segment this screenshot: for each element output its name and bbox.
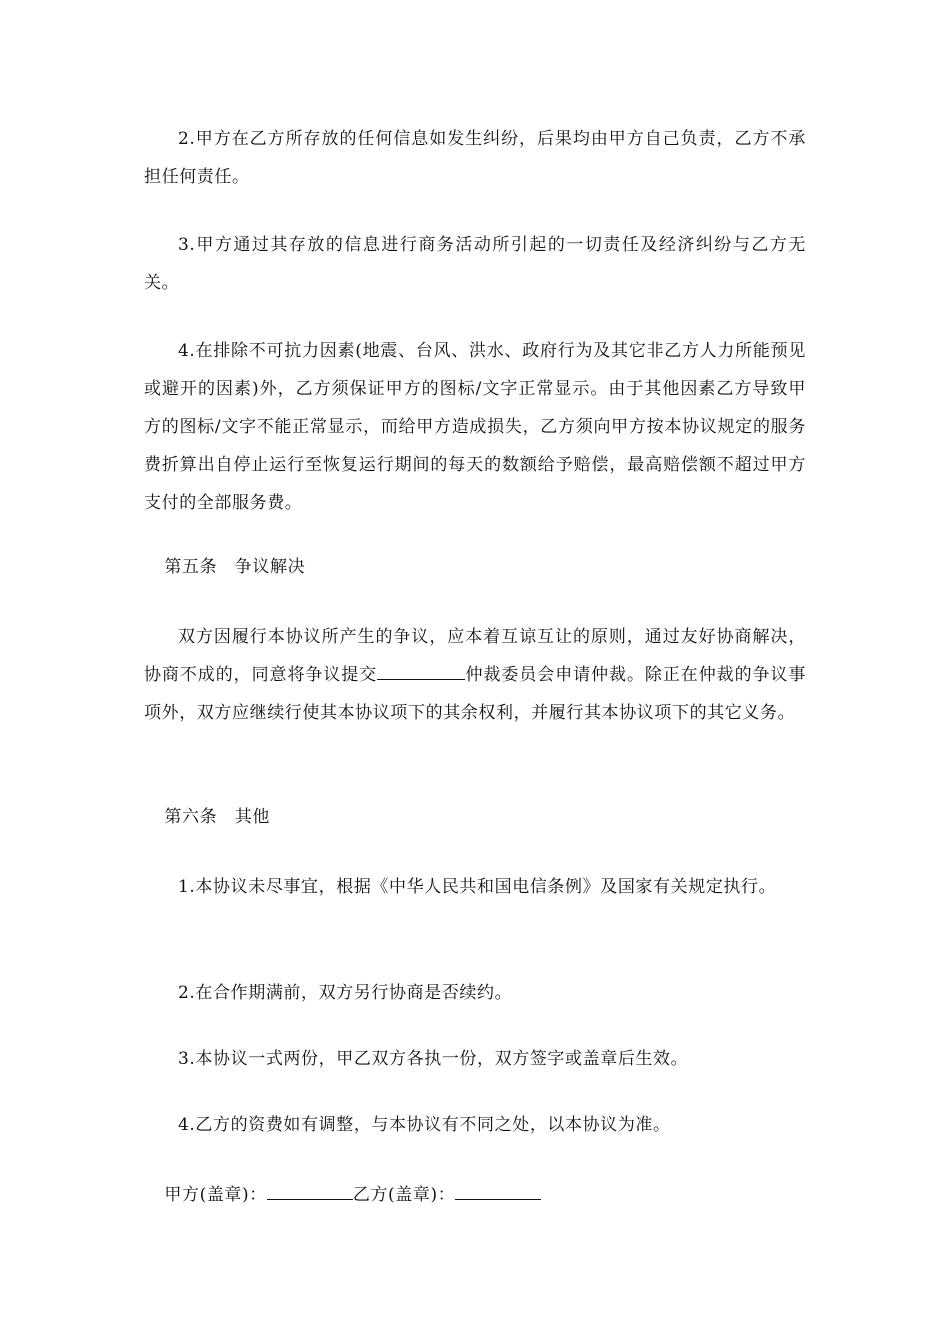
clause-6-item-4: 4.乙方的资费如有调整，与本协议有不同之处，以本协议为准。	[178, 1115, 671, 1135]
party-a-seal-label: 甲方(盖章)：	[164, 1185, 267, 1205]
clause-6-item-2: 2.在合作期满前，双方另行协商是否续约。	[178, 983, 513, 1003]
party-b-seal-blank	[455, 1179, 541, 1200]
section-heading-article-5: 第五条 争议解决	[164, 557, 306, 577]
dispute-text-part-1: 双方因履行本协议所产生的争议，应本着互谅互让的原则，通过友好协商解决，协商不成的，同意将争议提交	[144, 627, 806, 685]
party-a-seal-blank	[267, 1179, 353, 1200]
party-b-seal-label: 乙方(盖章)：	[352, 1185, 456, 1205]
clause-4-item-2: 2.甲方在乙方所存放的任何信息如发生纠纷，后果均由甲方自己负责，乙方不承担任何责任。	[144, 129, 806, 187]
arbitration-body-blank	[377, 659, 465, 680]
section-heading-article-6: 第六条 其他	[164, 807, 270, 827]
clause-6-item-1: 1.本协议未尽事宜，根据《中华人民共和国电信条例》及国家有关规定执行。	[178, 877, 777, 897]
clause-6-item-3: 3.本协议一式两份，甲乙双方各执一份，双方签字或盖章后生效。	[178, 1049, 689, 1069]
clause-4-item-4: 4.在排除不可抗力因素(地震、台风、洪水、政府行为及其它非乙方人力所能预见或避开的因素)外，乙方须保证甲方的图标/文字正常显示。由于其他因素乙方导致甲方的图标/文字不能正常显示，而给甲方造成损失，乙方须向甲方按本协议规定的服务费折算出自停止运行至恢复运行期间的每天的数额给予赔偿，最高赔偿额不超过甲方支付的全部服务费。	[144, 341, 806, 513]
clause-4-item-3: 3.甲方通过其存放的信息进行商务活动所引起的一切责任及经济纠纷与乙方无关。	[144, 235, 806, 293]
dispute-resolution-paragraph	[144, 618, 806, 732]
signature-line	[144, 1176, 806, 1214]
dispute-text-part-2: 仲裁委员会申请仲裁。除正在仲裁的争议事项外，双方应继续行使其本协议项下的其余权利，并履行其本协议项下的其它义务。	[144, 665, 806, 723]
